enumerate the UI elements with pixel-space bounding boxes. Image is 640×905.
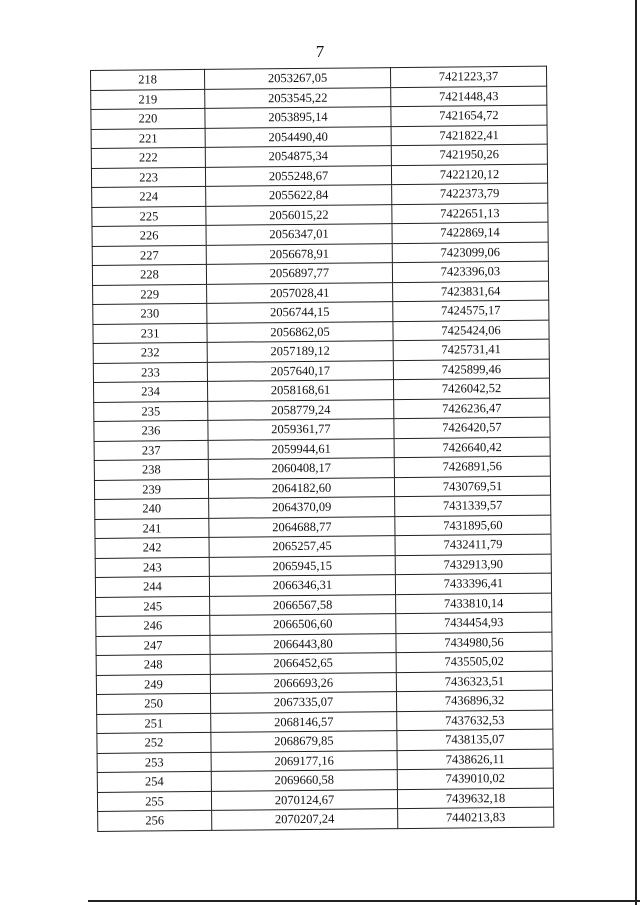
y-coordinate-cell: 7438626,11 [397,749,553,770]
point-number-cell: 252 [97,732,211,753]
point-number-cell: 248 [96,654,210,675]
point-number-cell: 237 [94,440,208,461]
x-coordinate-cell: 2055622,84 [206,185,392,206]
y-coordinate-cell: 7431339,57 [395,495,551,516]
point-number-cell: 244 [95,576,209,597]
x-coordinate-cell: 2056347,01 [206,224,392,245]
y-coordinate-cell: 7421654,72 [391,105,547,126]
point-number-cell: 234 [93,381,207,402]
y-coordinate-cell: 7432913,90 [395,554,551,575]
y-coordinate-cell: 7435505,02 [396,651,552,672]
y-coordinate-cell: 7426891,56 [394,456,550,477]
point-number-cell: 247 [96,635,210,656]
x-coordinate-cell: 2070207,24 [212,809,398,830]
x-coordinate-cell: 2066567,58 [210,594,396,615]
x-coordinate-cell: 2057640,17 [207,360,393,381]
table-body [91,66,554,831]
scan-edge-right [635,0,637,905]
x-coordinate-cell: 2068146,57 [211,711,397,732]
y-coordinate-cell: 7436896,32 [396,690,552,711]
point-number-cell: 222 [91,147,205,168]
y-coordinate-cell: 7439632,18 [397,788,553,809]
point-number-cell: 253 [97,752,211,773]
y-coordinate-cell: 7421950,26 [391,144,547,165]
x-coordinate-cell: 2067335,07 [210,692,396,713]
x-coordinate-cell: 2056862,05 [207,321,393,342]
point-number-cell: 238 [94,459,208,480]
point-number-cell: 243 [95,557,209,578]
point-number-cell: 223 [91,167,205,188]
x-coordinate-cell: 2056744,15 [207,302,393,323]
y-coordinate-cell: 7433810,14 [396,593,552,614]
y-coordinate-cell: 7430769,51 [394,476,550,497]
coordinates-table [90,66,554,832]
point-number-cell: 255 [97,791,211,812]
point-number-cell: 236 [94,420,208,441]
x-coordinate-cell: 2055248,67 [205,165,391,186]
y-coordinate-cell: 7425899,46 [393,359,549,380]
y-coordinate-cell: 7437632,53 [397,710,553,731]
point-number-cell: 218 [91,69,205,90]
x-coordinate-cell: 2069177,16 [211,750,397,771]
point-number-cell: 219 [91,89,205,110]
y-coordinate-cell: 7432411,79 [395,534,551,555]
y-coordinate-cell: 7434454,93 [396,612,552,633]
point-number-cell: 254 [97,771,211,792]
x-coordinate-cell: 2056897,77 [206,263,392,284]
y-coordinate-cell: 7422373,79 [392,183,548,204]
y-coordinate-cell: 7425731,41 [393,339,549,360]
y-coordinate-cell: 7436323,51 [396,671,552,692]
x-coordinate-cell: 2064182,60 [208,477,394,498]
point-number-cell: 246 [96,615,210,636]
y-coordinate-cell: 7421223,37 [390,66,546,87]
x-coordinate-cell: 2053545,22 [205,87,391,108]
x-coordinate-cell: 2065257,45 [209,536,395,557]
point-number-cell: 228 [92,264,206,285]
x-coordinate-cell: 2054490,40 [205,126,391,147]
y-coordinate-cell: 7426236,47 [394,398,550,419]
x-coordinate-cell: 2066452,65 [210,653,396,674]
x-coordinate-cell: 2058779,24 [208,399,394,420]
point-number-cell: 245 [96,596,210,617]
x-coordinate-cell: 2066443,80 [210,633,396,654]
x-coordinate-cell: 2060408,17 [208,458,394,479]
scan-edge-bottom [88,900,640,902]
x-coordinate-cell: 2058168,61 [207,380,393,401]
table-row [98,807,554,831]
y-coordinate-cell: 7422120,12 [391,164,547,185]
y-coordinate-cell: 7423099,06 [392,242,548,263]
x-coordinate-cell: 2065945,15 [209,555,395,576]
x-coordinate-cell: 2069660,58 [211,770,397,791]
y-coordinate-cell: 7433396,41 [395,573,551,594]
point-number-cell: 232 [93,342,207,363]
point-number-cell: 225 [92,206,206,227]
x-coordinate-cell: 2053267,05 [204,68,390,89]
y-coordinate-cell: 7424575,17 [393,300,549,321]
x-coordinate-cell: 2064688,77 [209,516,395,537]
y-coordinate-cell: 7421822,41 [391,125,547,146]
y-coordinate-cell: 7434980,56 [396,632,552,653]
y-coordinate-cell: 7426042,52 [393,378,549,399]
point-number-cell: 242 [95,537,209,558]
x-coordinate-cell: 2056015,22 [206,204,392,225]
x-coordinate-cell: 2057189,12 [207,341,393,362]
y-coordinate-cell: 7426640,42 [394,437,550,458]
x-coordinate-cell: 2066693,26 [210,672,396,693]
point-number-cell: 235 [94,401,208,422]
point-number-cell: 233 [93,362,207,383]
x-coordinate-cell: 2053895,14 [205,107,391,128]
point-number-cell: 239 [94,479,208,500]
y-coordinate-cell: 7439010,02 [397,768,553,789]
coordinates-table-wrapper [90,66,553,832]
y-coordinate-cell: 7422869,14 [392,222,548,243]
point-number-cell: 221 [91,128,205,149]
x-coordinate-cell: 2066506,60 [210,614,396,635]
point-number-cell: 226 [92,225,206,246]
y-coordinate-cell: 7426420,57 [394,417,550,438]
y-coordinate-cell: 7423396,03 [392,261,548,282]
y-coordinate-cell: 7440213,83 [398,807,554,828]
x-coordinate-cell: 2054875,34 [205,146,391,167]
point-number-cell: 251 [97,713,211,734]
y-coordinate-cell: 7422651,13 [392,203,548,224]
x-coordinate-cell: 2056678,91 [206,243,392,264]
x-coordinate-cell: 2064370,09 [209,497,395,518]
point-number-cell: 231 [93,323,207,344]
point-number-cell: 256 [98,810,212,831]
point-number-cell: 220 [91,108,205,129]
x-coordinate-cell: 2068679,85 [211,731,397,752]
point-number-cell: 250 [96,693,210,714]
y-coordinate-cell: 7438135,07 [397,729,553,750]
x-coordinate-cell: 2070124,67 [211,789,397,810]
y-coordinate-cell: 7423831,64 [393,281,549,302]
point-number-cell: 229 [93,284,207,305]
y-coordinate-cell: 7431895,60 [395,515,551,536]
x-coordinate-cell: 2059944,61 [208,438,394,459]
y-coordinate-cell: 7421448,43 [391,86,547,107]
x-coordinate-cell: 2059361,77 [208,419,394,440]
point-number-cell: 230 [93,303,207,324]
page-number: 7 [315,42,325,61]
point-number-cell: 241 [95,518,209,539]
point-number-cell: 240 [95,498,209,519]
x-coordinate-cell: 2057028,41 [207,282,393,303]
point-number-cell: 224 [92,186,206,207]
point-number-cell: 249 [96,674,210,695]
x-coordinate-cell: 2066346,31 [209,575,395,596]
point-number-cell: 227 [92,245,206,266]
y-coordinate-cell: 7425424,06 [393,320,549,341]
